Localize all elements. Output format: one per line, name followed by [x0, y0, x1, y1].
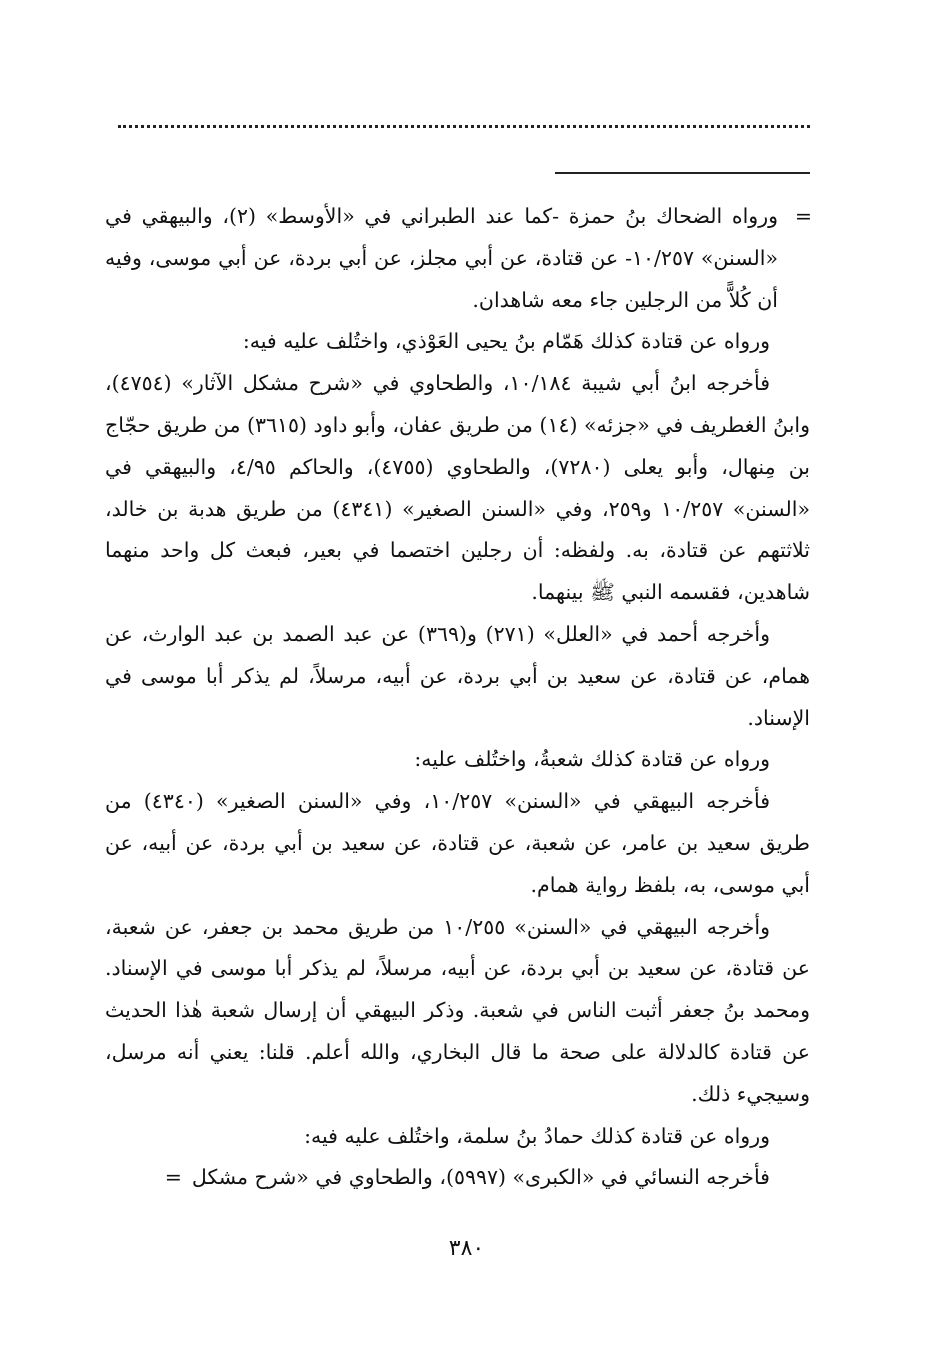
dotted-separator — [118, 125, 810, 128]
continuation-mark: = — [794, 204, 812, 228]
footnote-paragraph: وأخرجه أحمد في «العلل» (٢٧١) و(٣٦٩) عن عبد الصمد بن عبد الوارث، عن همام، عن قتادة، عن سعيد بن أبي بردة، عن أبيه، مرسلاً، لم يذكر أبا موسى في الإسناد. — [105, 621, 810, 730]
footnote-paragraph: فأخرجه ابنُ أبي شيبة ١٠/١٨٤، والطحاوي في «شرح مشكل الآثار» (٤٧٥٤)، وابنُ الغطريف في «جزئه» (١٤) من طريق عفان، وأبو داود (٣٦١٥) من طريق حجّاج بن مِنهال، وأبو يعلى (٧٢٨٠)، والطحاوي (٤٧٥٥)، والحاكم ٤/٩٥، والبيهقي في «السنن» ١٠/٢٥٧ و٢٥٩، وفي «السنن الصغير» (٤٣٤١) من طريق هدبة بن خالد، ثلاثتهم عن قتادة، به. ولفظه: أن رجلين اختصما في بعير، فبعث كل واحد منهما شاهدين، فقسمه النبي ﷺ بينهما. — [105, 371, 811, 605]
footnote-text — [105, 196, 810, 1199]
footnote-paragraph — [105, 196, 810, 321]
paragraph-text: ورواه الضحاك بنُ حمزة -كما عند الطبراني في «الأوسط» (٢)، والبيهقي في «السنن» ١٠/٢٥٧- عن قتادة، عن أبي مجلز، عن أبي بردة، عن أبي موسى، وفيه أن كُلاًّ من الرجلين جاء معه شاهدان. — [105, 204, 779, 312]
page-number: ٣٨٠ — [448, 1236, 485, 1261]
continuation-end-mark: = — [164, 1165, 182, 1190]
footnote-paragraph: ورواه عن قتادة كذلك حمادُ بنُ سلمة، واختُلف عليه فيه: — [304, 1123, 770, 1148]
footnote-paragraph: ورواه عن قتادة كذلك هَمّام بنُ يحيى العَوْذي، واختُلف عليه فيه: — [242, 329, 770, 354]
footnote-paragraph: ورواه عن قتادة كذلك شعبةُ، واختُلف عليه: — [414, 747, 770, 772]
footnote-separator-line — [555, 172, 810, 174]
footnote-paragraph: وأخرجه البيهقي في «السنن» ١٠/٢٥٥ من طريق محمد بن جعفر، عن شعبة، عن قتادة، عن سعيد بن أبي بردة، عن أبيه، مرسلاً، لم يذكر أبا موسى في الإسناد. ومحمد بنُ جعفر أثبت الناس في شعبة. وذكر البيهقي أن إرسال شعبة هٰذا الحديث عن قتادة كالدلالة على صحة ما قال البخاري، والله أعلم. قلنا: يعني أنه مرسل، وسيجيء ذلك. — [105, 914, 810, 1106]
paragraph-text: فأخرجه النسائي في «الكبرى» (٥٩٩٧)، والطحاوي في «شرح مشكل — [191, 1165, 770, 1190]
footnote-paragraph — [105, 1157, 810, 1199]
footnote-paragraph: فأخرجه البيهقي في «السنن» ١٠/٢٥٧، وفي «السنن الصغير» (٤٣٤٠) من طريق سعيد بن عامر، عن شعبة، عن قتادة، عن سعيد بن أبي بردة، عن أبيه، عن أبي موسى، به، بلفظ رواية همام. — [105, 789, 810, 897]
